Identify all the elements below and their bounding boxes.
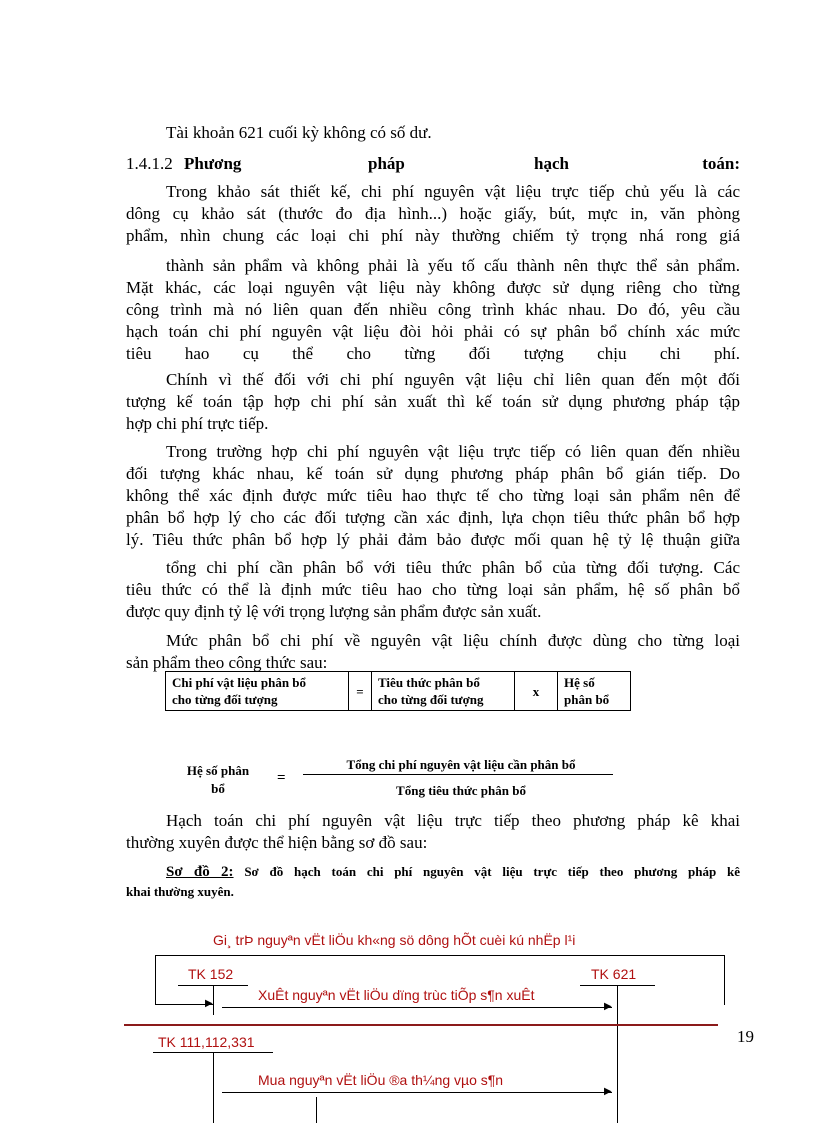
formula-cell <box>558 672 631 711</box>
diagram-caption <box>126 862 740 901</box>
t-account-stem <box>213 1052 214 1123</box>
paragraph-line: tượng kế toán tập hợp chi phí sản xuất thì kế toán sử dụng phương pháp tập <box>126 392 740 411</box>
paragraph <box>126 255 740 365</box>
t-account-stem <box>617 985 618 1123</box>
coef-equals: = <box>277 770 286 786</box>
t-account-stem <box>213 985 214 1015</box>
paragraph-line: thành sản phẩm và không phải là yếu tố cấu thành nên thực thể sản phẩm. <box>166 256 740 275</box>
paragraph-line: hạch toán chi phí nguyên vật liệu đòi hỏi phải có sự phân bổ chính xác mức <box>126 322 740 341</box>
arrow-head-icon: ▶ <box>604 1001 612 1012</box>
arrow-head-icon: ▶ <box>604 1086 612 1097</box>
coef-lhs <box>178 762 258 798</box>
section-word: hạch <box>534 154 569 173</box>
tk-111-label: TK 111,112,331 <box>158 1034 255 1050</box>
arrow2-label: Mua nguyªn vËt liÖu ®a th¼ng vµo s¶n <box>258 1072 504 1088</box>
coef-denominator: Tổng tiêu thức phân bổ <box>396 783 526 798</box>
page-number: 19 <box>737 1027 754 1046</box>
paragraph-line: tiêu thức có thể là định mức tiêu hao cho từng loại sản phẩm, hệ số phân bổ <box>126 580 740 599</box>
diagram-caption-line: Sơ đồ hạch toán chi phí nguyên vật liệu trực tiếp theo phương pháp kê <box>244 864 741 879</box>
section-word: pháp <box>368 154 405 173</box>
paragraph-line: hợp chi phí trực tiếp. <box>126 414 269 433</box>
arrow-line <box>222 1007 612 1008</box>
paragraph-line: được quy định tỷ lệ với trọng lượng sản phẩm được sản xuất. <box>126 602 542 621</box>
formula-cell-line: Chi phí vật liệu phân bổ <box>172 675 307 690</box>
formula-cell-line: phân bổ <box>564 692 610 707</box>
paragraph <box>126 369 740 435</box>
tk-621-label: TK 621 <box>591 966 637 982</box>
arrow1-label: XuÊt nguyªn vËt liÖu dïng trùc tiÕp s¶n xuÊt <box>258 987 535 1003</box>
paragraph-line: sản phẩm theo công thức sau: <box>126 653 328 672</box>
paragraph-line: công trình mà nó liên quan đến nhiều công trình khác nhau. Do đó, yêu cầu <box>126 300 740 319</box>
paragraph-line: Mặt khác, các loại nguyên vật liệu này không được sử dụng riêng cho từng <box>126 278 740 297</box>
paragraph-line: thường xuyên được thể hiện bằng sơ đồ sau: <box>126 833 428 852</box>
fraction-bar <box>303 774 613 775</box>
arrow-line <box>222 1092 612 1093</box>
paragraph-line: tổng chi phí cần phân bổ với tiêu thức phân bổ của từng đối tượng. Các <box>166 558 740 577</box>
arrow-head-icon: ▶ <box>205 998 213 1009</box>
coef-lhs-line: bổ <box>211 781 225 796</box>
formula-cell-line: cho từng đối tượng <box>172 692 278 707</box>
coef-numerator: Tổng chi phí nguyên vật liệu cần phân bổ <box>346 757 576 772</box>
tk-152-label: TK 152 <box>188 966 234 982</box>
loop-line-top <box>155 955 725 956</box>
paragraph-line: Mức phân bổ chi phí về nguyên vật liệu chính được dùng cho từng loại <box>166 631 740 650</box>
paragraph-line: đối tượng khác nhau, kế toán sử dụng phương pháp phân bổ gián tiếp. Do <box>126 464 740 483</box>
diagram-label: Sơ đồ 2: <box>166 864 234 880</box>
paragraph-line: dông cụ khảo sát (thước đo địa hình...) hoặc giấy, bút, mực in, văn phòng <box>126 204 740 223</box>
paragraph-line: Chính vì thế đối với chi phí nguyên vật liệu chỉ liên quan đến một đối <box>166 370 740 389</box>
section-heading <box>126 153 740 175</box>
times-cell: x <box>515 672 558 711</box>
text-line: Tài khoản 621 cuối kỳ không có số dư. <box>166 123 432 142</box>
paragraph-line: phẩm, nhìn chung các loại chi phí này thường chiếm tỷ trọng nhá rong giá <box>126 226 740 245</box>
paragraph <box>126 441 740 551</box>
paragraph <box>126 810 740 854</box>
paragraph <box>126 630 740 674</box>
paragraph <box>126 557 740 623</box>
paragraph-line: tiêu hao cụ thể cho từng đối tượng chịu chi phí. <box>126 344 740 363</box>
coef-lhs-line: Hệ số phân <box>186 763 250 778</box>
paragraph-line: Trong trường hợp chi phí nguyên vật liệu trực tiếp có liên quan đến nhiều <box>166 442 740 461</box>
formula-cell <box>166 672 349 711</box>
paragraph-line: không thể xác định được mức tiêu hao thực tế cho từng loại sản phẩm nên để <box>126 486 740 505</box>
paragraph-line: Trong khảo sát thiết kế, chi phí nguyên vật liệu trực tiếp chủ yếu là các <box>166 182 740 201</box>
paragraph-line: lý. Tiêu thức phân bổ hợp lý phải đảm bảo được mối quan hệ tỷ lệ thuận giữa <box>126 530 740 549</box>
equals-cell: = <box>349 672 372 711</box>
loop-line-left <box>155 955 156 1005</box>
paragraph-line: Hạch toán chi phí nguyên vật liệu trực tiếp theo phương pháp kê khai <box>166 811 740 830</box>
paragraph <box>126 181 740 247</box>
section-number: 1.4.1.2 <box>126 154 173 173</box>
formula-cell-line: Hệ số <box>564 675 595 690</box>
formula-cell <box>372 672 515 711</box>
formula-cell-line: cho từng đối tượng <box>378 692 484 707</box>
section-word: toán: <box>702 154 740 173</box>
footer-rule <box>124 1024 718 1026</box>
diagram-caption-line: khai thường xuyên. <box>126 884 234 899</box>
diagram-top-text: Gi¸ trÞ nguyªn vËt liÖu kh«ng sö dông hÕt cuèi kú nhËp l¹i <box>213 932 576 948</box>
loop-line-right <box>724 955 725 1005</box>
section-word: Phương <box>184 154 242 173</box>
paragraph-line: phân bổ hợp lý cho các đối tượng cần xác định, lựa chọn tiêu thức phân bổ hợp <box>126 508 740 527</box>
formula-table <box>165 671 631 711</box>
t-account-stem <box>316 1097 317 1123</box>
formula-cell-line: Tiêu thức phân bổ <box>378 675 480 690</box>
